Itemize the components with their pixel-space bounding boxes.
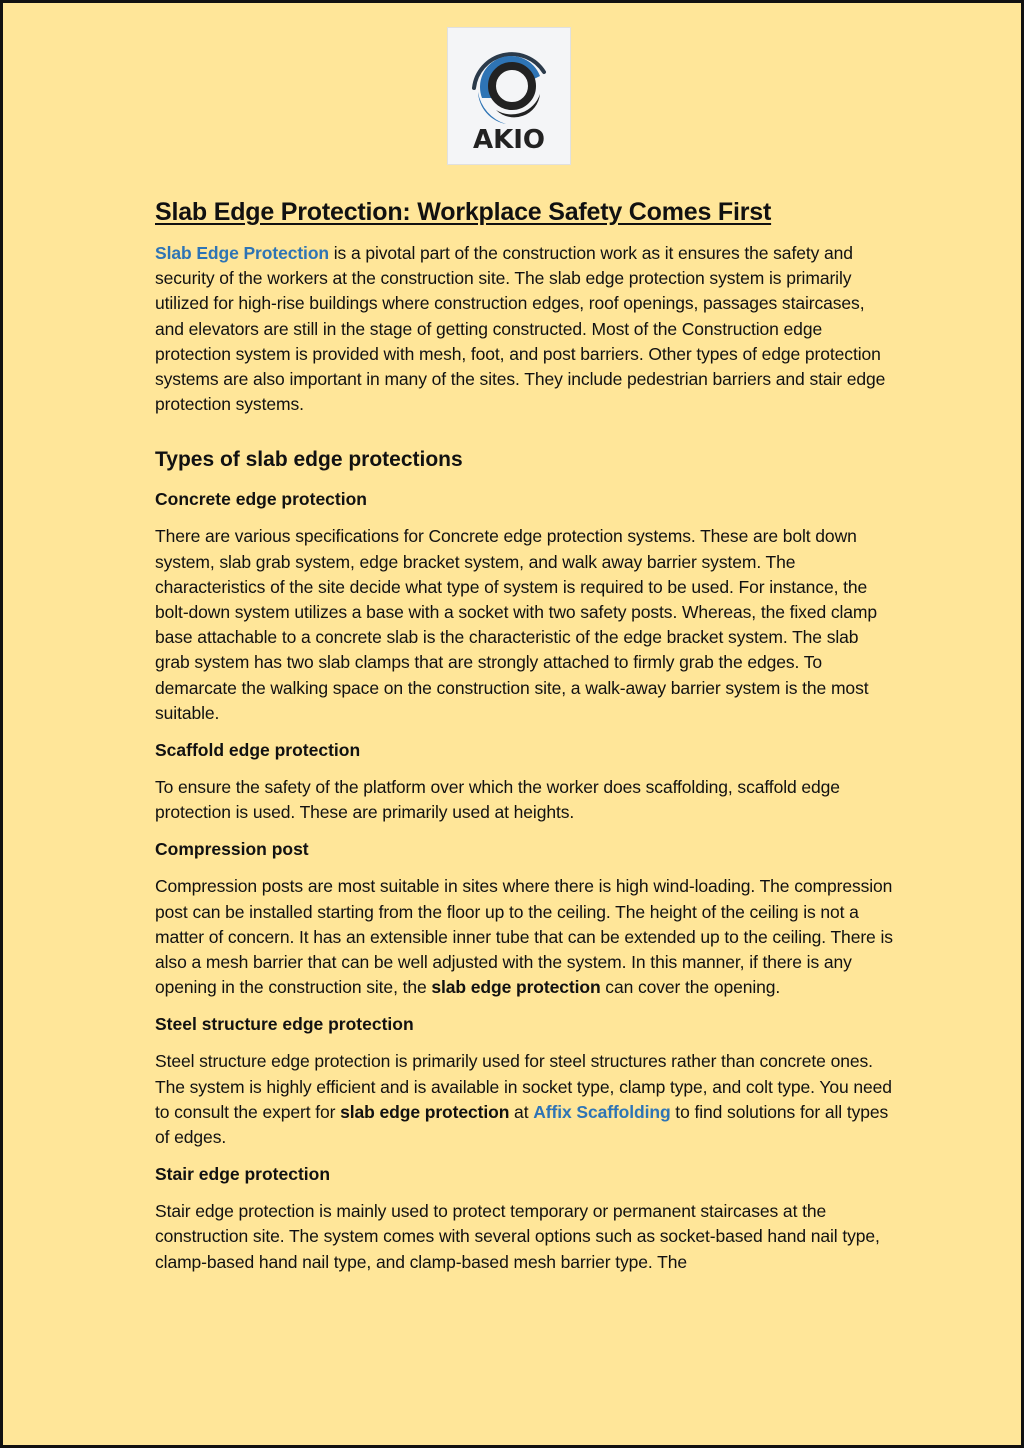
section-stair [155, 1162, 895, 1275]
compression-heading: Compression post [155, 839, 309, 860]
steel-text-3: to find solutions for all types of edges. [155, 1101, 889, 1148]
akio-logo [447, 27, 571, 165]
article [155, 195, 895, 1287]
logo-text: AKIO [472, 125, 546, 155]
intro-paragraph [155, 241, 895, 417]
concrete-body: There are various specifications for Concrete edge protection systems. These are bolt down system, slab grab system, edge bracket system, and walk away barrier system. The characteristics of the site decide what type of system is required to be used. For instance, the bolt-down system utilizes a base with a socket with two safety posts. Whereas, the fixed clamp base attachable to a concrete slab is the characteristic of the edge bracket system. The slab grab system has two slab clamps that are strongly attached to firmly grab the edges. To demarcate the walking space on the construction site, a walk-away barrier system is the most suitable. [155, 526, 878, 723]
intro-text: is a pivotal part of the construction work as it ensures the safety and security of the workers at the construction site. The slab edge protection system is primarily utilized for high-rise buildings where construction edges, roof openings, passages staircases, and elevators are still in the stage of getting constructed. Most of the Construction edge protection system is provided with mesh, foot, and post barriers. Other types of edge protection systems are also important in many of the sites. They include pedestrian barriers and stair edge protection systems. [155, 243, 886, 415]
compression-body [155, 874, 895, 1000]
compression-bold: slab edge protection [431, 977, 601, 998]
steel-text-1: Steel structure edge protection is primarily used for steel structures rather than concrete ones. The system is highly efficient and is available in socket type, clamp type, and colt type. You need to consult the expert for [155, 1051, 892, 1122]
section-concrete [155, 487, 895, 726]
slab-edge-protection-link[interactable]: Slab Edge Protection [155, 243, 329, 263]
compression-text-2: can cover the opening. [600, 977, 781, 998]
stair-heading: Stair edge protection [155, 1164, 331, 1185]
article-title: Slab Edge Protection: Workplace Safety Comes First [155, 198, 772, 226]
steel-body [155, 1049, 895, 1150]
affix-scaffolding-link[interactable]: Affix Scaffolding [533, 1101, 671, 1122]
section-compression [155, 837, 895, 1000]
concrete-heading: Concrete edge protection [155, 489, 367, 510]
scaffold-heading: Scaffold edge protection [155, 740, 361, 761]
scaffold-body: To ensure the safety of the platform over which the worker does scaffolding, scaffold edge protection is used. These are primarily used at heights. [155, 777, 840, 823]
section-steel [155, 1012, 895, 1150]
akio-swirl-logo-icon [448, 28, 570, 164]
stair-body: Stair edge protection is mainly used to protect temporary or permanent staircases at the construction site. The system comes with several options such as socket-based hand nail type, clamp-based hand nail type, and clamp-based mesh barrier type. The [155, 1201, 880, 1272]
section-scaffold [155, 738, 895, 825]
steel-heading: Steel structure edge protection [155, 1014, 414, 1035]
steel-text-2: at [509, 1101, 534, 1122]
types-heading: Types of slab edge protections [155, 448, 463, 472]
compression-text-1: Compression posts are most suitable in sites where there is high wind-loading. The compression post can be installed starting from the floor up to the ceiling. The height of the ceiling is not a matter of concern. It has an extensible inner tube that can be extended up to the ceiling. There is also a mesh barrier that can be well adjusted with the system. In this manner, if there is any opening in the construction site, the [155, 876, 893, 998]
steel-bold: slab edge protection [340, 1101, 510, 1122]
